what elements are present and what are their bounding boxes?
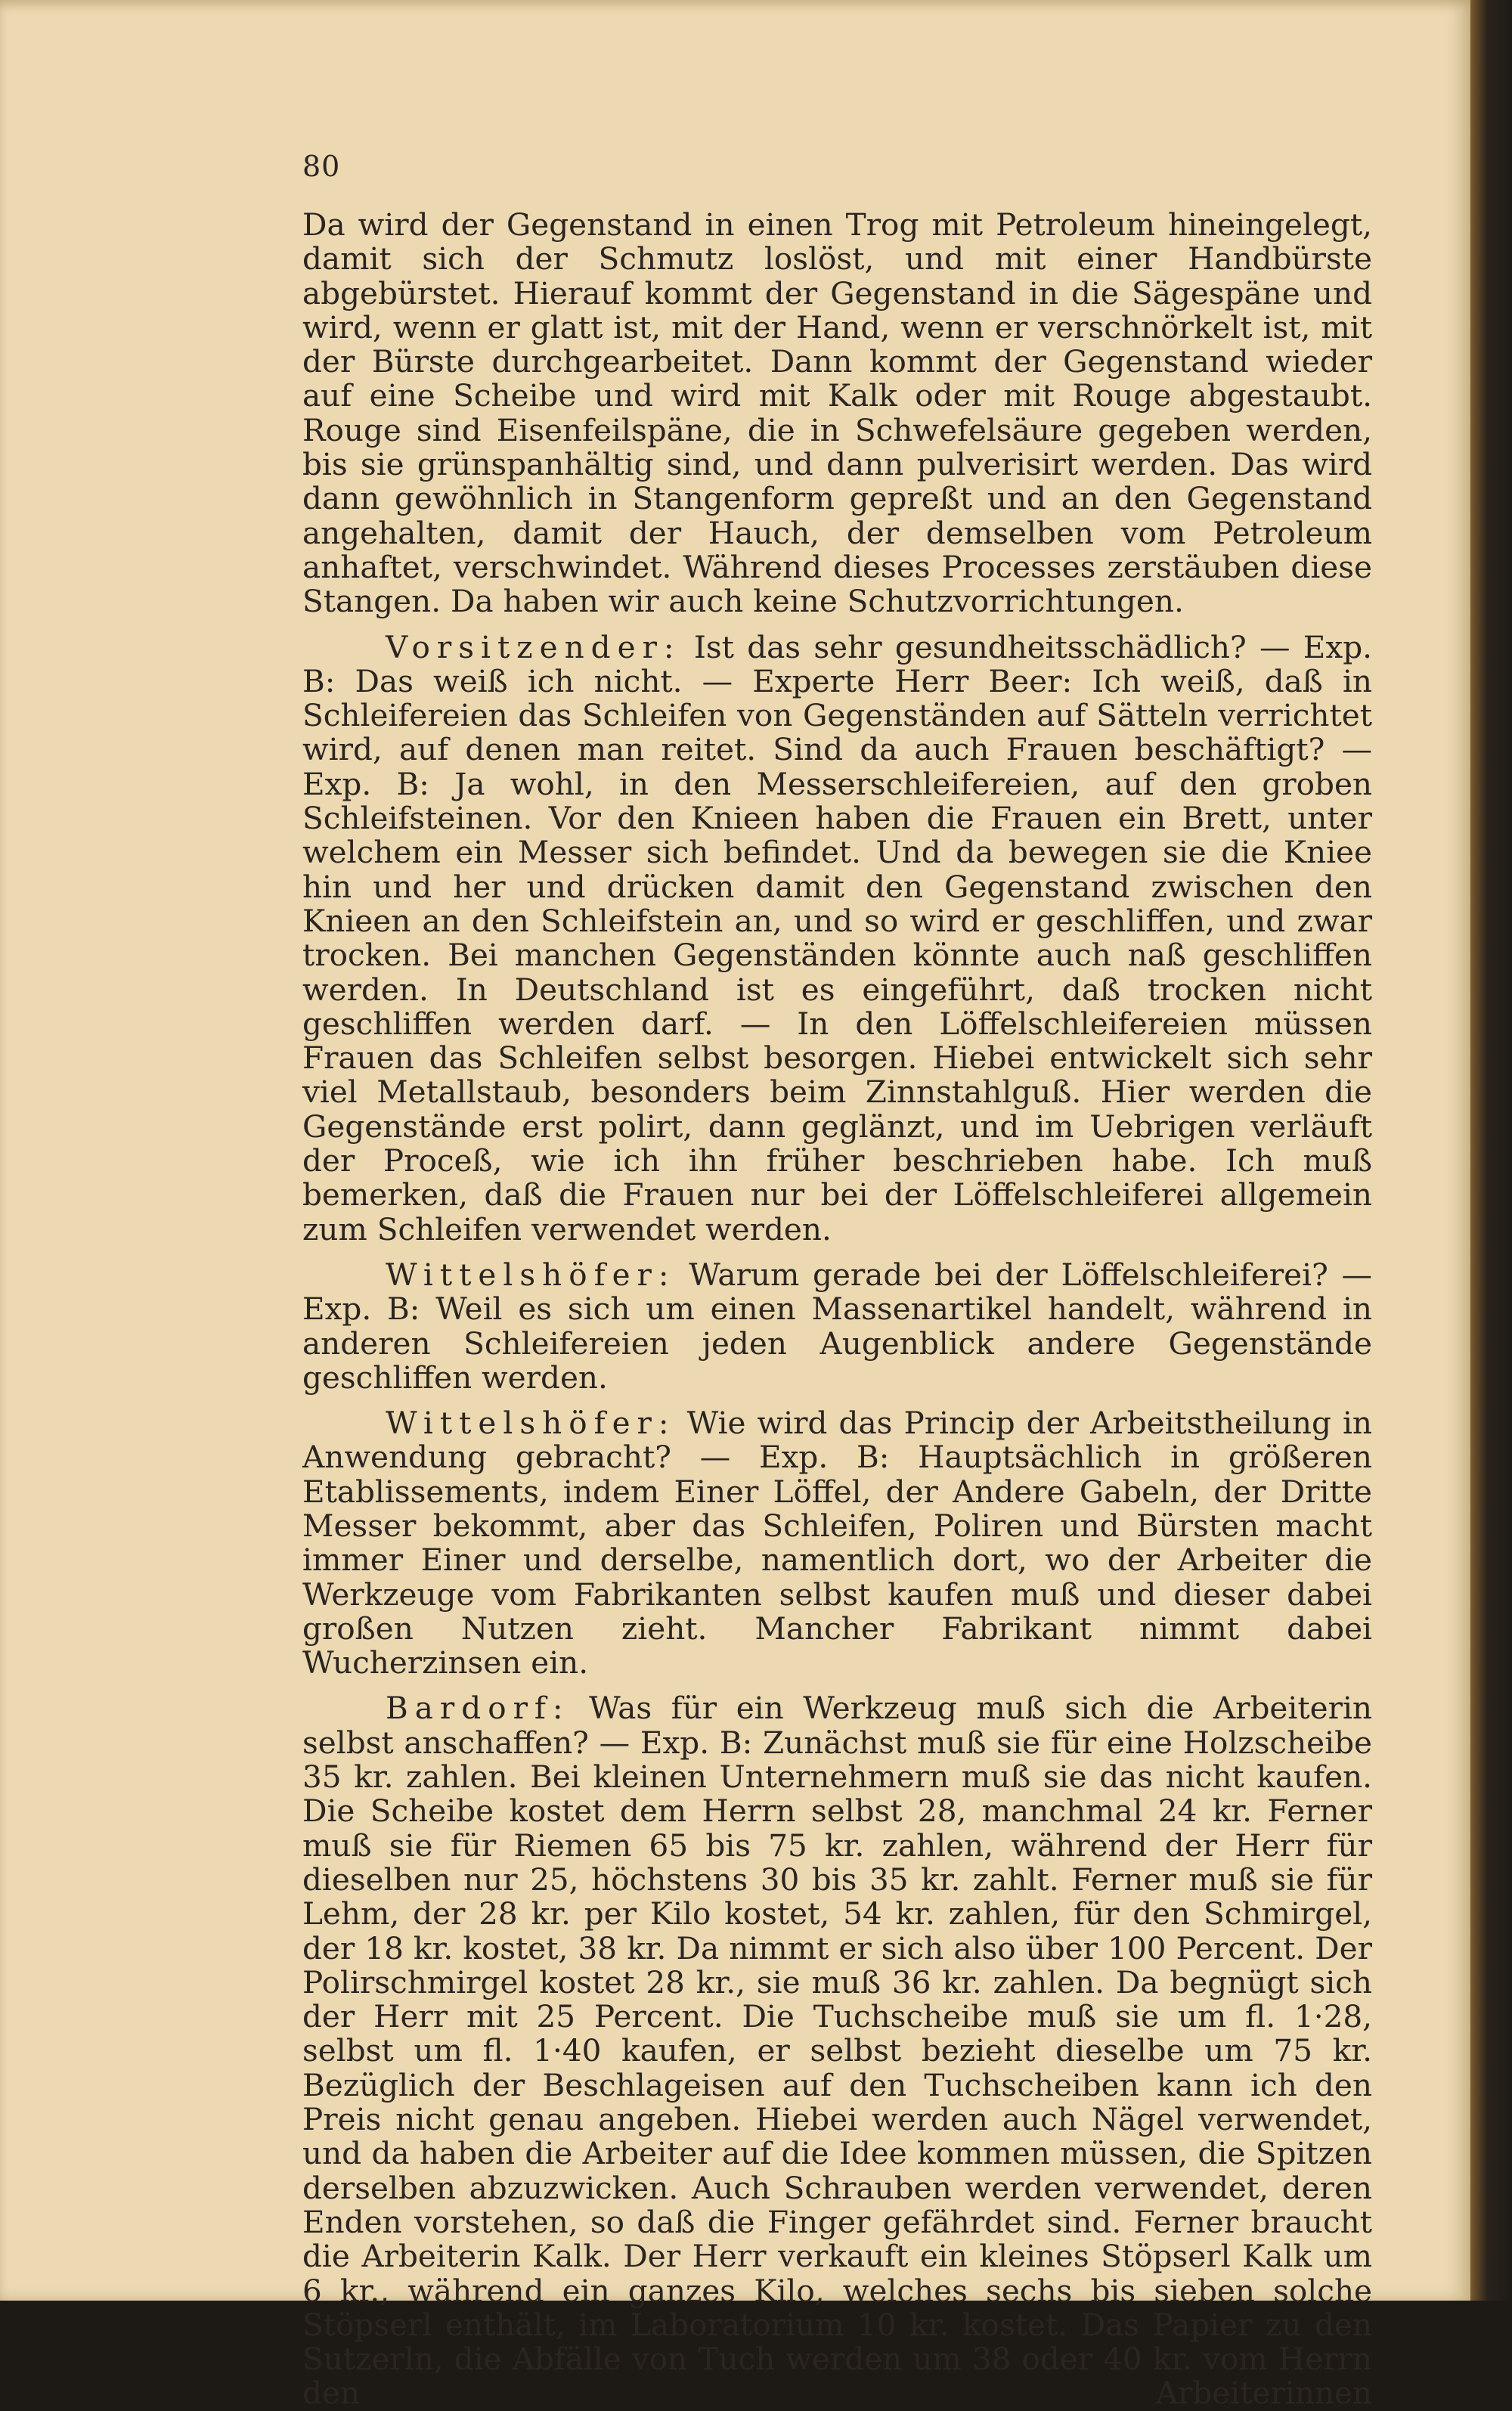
speaker-wittelshoefer-2: Wittelshöfer: (386, 1405, 676, 1442)
paragraph-3 (302, 1258, 1372, 1395)
page-number: 80 (302, 150, 341, 183)
speaker-vorsitzender: Vorsitzender: (386, 628, 681, 665)
speaker-bardorf: Bardorf: (386, 1690, 570, 1727)
body-text (302, 208, 1372, 2411)
paragraph-2 (302, 628, 1372, 1247)
paragraph-5 (302, 1691, 1372, 2410)
paragraph-1 (302, 208, 1372, 619)
paragraph-4 (302, 1406, 1372, 1680)
book-spine-edge (1470, 0, 1512, 2301)
paragraph-2-text: Ist das sehr gesundheitsschädlich? — Exp. B: Das weiß ich nicht. — Experte Herr Beer: Ich weiß, daß in Schleifereien das Schleifen von Gegenständen auf Sätteln verrichtet wird, auf denen man reitet. Sind da auch Frauen beschäftigt? — Exp. B: Ja wohl, in den Messerschleifereien, auf den groben Schleifsteinen. Vor den Knieen haben die Frauen ein Brett, unter welchem ein Messer sich befindet. Und da bewegen sie die Kniee hin und her und drücken damit den Gegenstand zwischen den Knieen an den Schleifstein an, und so wird er geschliffen, und zwar trocken. Bei manchen Gegenständen könnte auch naß geschliffen werden. In Deutschland ist es eingeführt, daß trocken nicht geschliffen werden darf. — In den Löffelschleifereien müssen Frauen das Schleifen selbst besorgen. Hiebei entwickelt sich sehr viel Metallstaub, besonders beim Zinnstahlguß. Hier werden die Gegenstände erst polirt, dann geglänzt, und im Uebrigen verläuft der Proceß, wie ich ihn früher beschrieben habe. Ich muß bemerken, daß die Frauen nur bei der Löffelschleiferei allgemein zum Schleifen verwendet werden. (302, 628, 1372, 1247)
paragraph-4-text: Wie wird das Princip der Arbeitstheilung in Anwendung gebracht? — Exp. B: Hauptsächlich in größeren Etablissements, indem Einer Löffel, der Andere Gabeln, der Dritte Messer bekommt, aber das Schleifen, Poliren und Bürsten macht immer Einer und derselbe, namentlich dort, wo der Arbeiter die Werkzeuge vom Fabrikanten selbst kaufen muß und dieser dabei großen Nutzen zieht. Mancher Fabrikant nimmt dabei Wucherzinsen ein. (302, 1405, 1372, 1681)
paragraph-1-text: Da wird der Gegenstand in einen Trog mit Petroleum hineingelegt, damit sich der Schmutz loslöst, und mit einer Handbürste abgebürstet. Hierauf kommt der Gegenstand in die Sägespäne und wird, wenn er glatt ist, mit der Hand, wenn er verschnörkelt ist, mit der Bürste durchgearbeitet. Dann kommt der Gegenstand wieder auf eine Scheibe und wird mit Kalk oder mit Rouge abgestaubt. Rouge sind Eisenfeilspäne, die in Schwefelsäure gegeben werden, bis sie grünspanhältig sind, und dann pulverisirt werden. Das wird dann gewöhnlich in Stangenform gepreßt und an den Gegenstand angehalten, damit der Hauch, der demselben vom Petroleum anhaftet, verschwindet. Während dieses Processes zerstäuben diese Stangen. Da haben wir auch keine Schutzvorrichtungen. (302, 206, 1372, 620)
paragraph-5-text: Was für ein Werkzeug muß sich die Arbeiterin selbst anschaffen? — Exp. B: Zunächst muß sie für eine Holzscheibe 35 kr. zahlen. Bei kleinen Unternehmern muß sie das nicht kaufen. Die Scheibe kostet dem Herrn selbst 28, manchmal 24 kr. Ferner muß sie für Riemen 65 bis 75 kr. zahlen, während der Herr für dieselben nur 25, höchstens 30 bis 35 kr. zahlt. Ferner muß sie für Lehm, der 28 kr. per Kilo kostet, 54 kr. zahlen, für den Schmirgel, der 18 kr. kostet, 38 kr. Da nimmt er sich also über 100 Percent. Der Polirschmirgel kostet 28 kr., sie muß 36 kr. zahlen. Da begnügt sich der Herr mit 25 Percent. Die Tuchscheibe muß sie um fl. 1·28, selbst um fl. 1·40 kaufen, er selbst bezieht dieselbe um 75 kr. Bezüglich der Beschlageisen auf den Tuchscheiben kann ich den Preis nicht genau angeben. Hiebei werden auch Nägel verwendet, und da haben die Arbeiter auf die Idee kommen müssen, die Spitzen derselben abzuzwicken. Auch Schrauben werden verwendet, deren Enden vorstehen, so daß die Finger gefährdet sind. Ferner braucht die Arbeiterin Kalk. Der Herr verkauft ein kleines Stöpserl Kalk um 6 kr., während ein ganzes Kilo, welches sechs bis sieben solche Stöpserl enthält, im Laboratorium 10 kr. kostet. Das Papier zu den Sutzerln, die Abfälle von Tuch werden um 38 oder 40 kr. vom Herrn den Arbeiterinnen (302, 1690, 1372, 2411)
paragraph-3-text: Warum gerade bei der Löffelschleiferei? — Exp. B: Weil es sich um einen Massenartikel handelt, während in anderen Schleifereien jeden Augenblick andere Gegenstände geschliffen werden. (302, 1256, 1372, 1396)
speaker-wittelshoefer-1: Wittelshöfer: (386, 1256, 676, 1293)
